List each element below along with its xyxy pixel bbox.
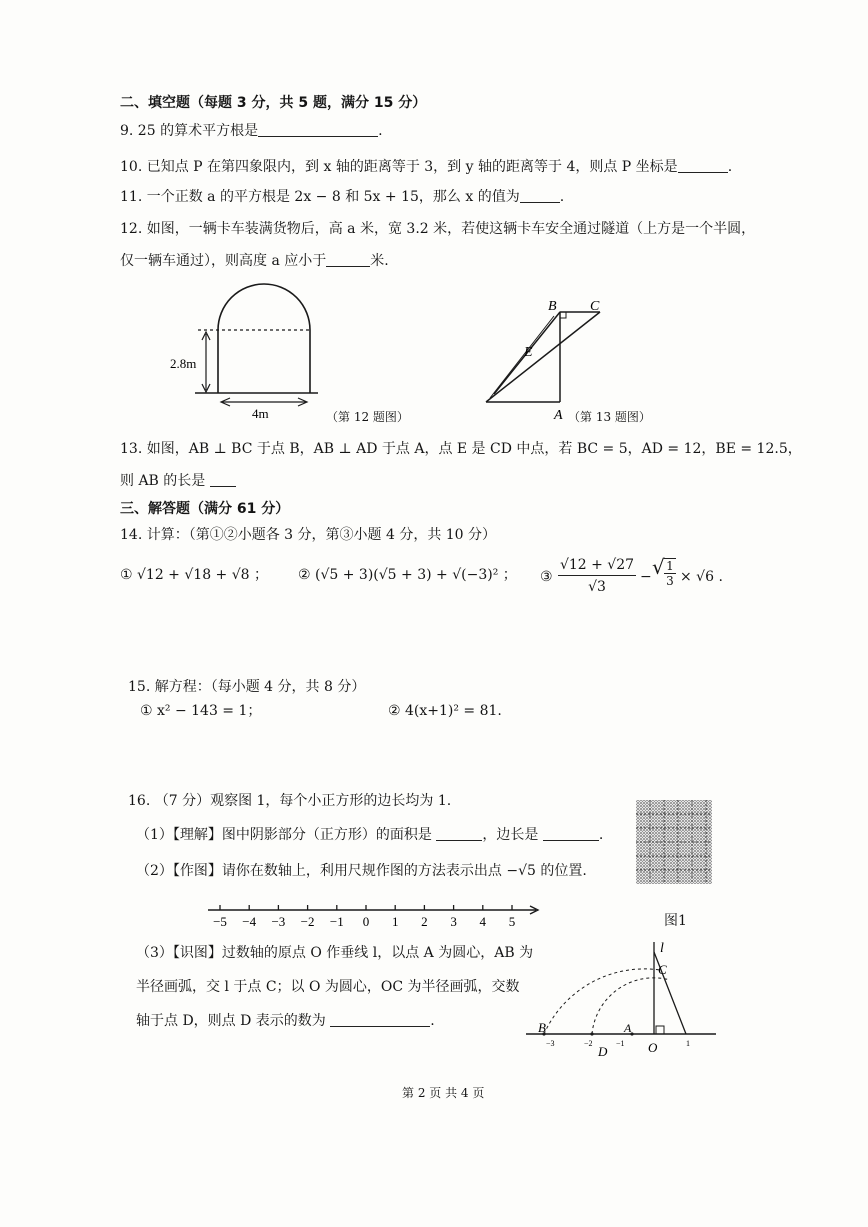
number-line-tick-label: 5 — [508, 914, 516, 929]
q11-text: 11. 一个正数 a 的平方根是 2x − 8 和 5x + 15，那么 x 的值为 — [120, 189, 520, 205]
q16-d-answer-blank[interactable] — [330, 1026, 430, 1027]
fig3-label-A: A — [624, 1021, 632, 1035]
q13-line1: 13. 如图，AB ⊥ BC 于点 B，AB ⊥ AD 于点 A，点 E 是 CD 中点，若 BC = 5，AD = 12，BE = 12.5， — [120, 441, 802, 457]
number-line-tick-label: 0 — [362, 914, 370, 929]
q16-1-text-b: ，边长是 — [482, 827, 539, 843]
q14-3-minus: − — [640, 569, 652, 585]
fig12-height-label: 2.8m — [170, 356, 197, 371]
q14-3-prefix: ③ — [540, 569, 553, 585]
fig3-tick-neg3: −3 — [546, 1039, 555, 1048]
q14-3-small-fraction — [664, 558, 676, 588]
number-line-tick-label: −5 — [213, 914, 227, 929]
fig3-label-l: l — [660, 941, 664, 956]
fig13-label-B: B — [548, 299, 557, 314]
q16-3-end: . — [430, 1013, 435, 1029]
fig3-label-B: B — [538, 1020, 546, 1035]
number-line-tick-label: −2 — [300, 914, 315, 929]
fig3-label-O: O — [648, 1040, 658, 1055]
q12-line1: 12. 如图，一辆卡车装满货物后，高 a 米，宽 3.2 米，若使这辆卡车安全通过隧道（上方是一个半圆， — [120, 221, 756, 237]
q14-3-small-num: 1 — [664, 559, 676, 574]
q14-3-fraction — [558, 556, 636, 596]
q16-3-text: 轴于点 D，则点 D 表示的数为 — [136, 1013, 326, 1029]
fig3-tick-neg1: −1 — [616, 1039, 625, 1048]
q11-end: . — [559, 189, 565, 205]
q9-answer-blank[interactable] — [258, 136, 378, 137]
question-11 — [120, 188, 564, 206]
number-line-tick-label: 1 — [391, 914, 399, 929]
q15-part2: ② 4(x+1)² = 81. — [388, 703, 502, 719]
q14-part2: ② (√5 + 3)(√5 + 3) + √(−3)² ； — [298, 567, 517, 583]
fig1-caption: 图1 — [664, 913, 687, 929]
fig12-caption: （第 12 题图） — [326, 410, 409, 424]
fig13-label-A: A — [554, 408, 563, 423]
page-footer: 第 2 页 共 4 页 — [402, 1086, 485, 1100]
section3-heading: 三、解答题（满分 61 分） — [120, 501, 290, 517]
q12-line2 — [120, 252, 389, 270]
q16-3-line1: （3）【识图】过数轴的原点 O 作垂线 l，以点 A 为圆心，AB 为 — [136, 945, 534, 961]
q13-text: 则 AB 的长是 — [120, 473, 206, 489]
q16-part1 — [136, 826, 603, 844]
q14-3-radical: √ — [652, 555, 665, 579]
question-16: 16. （7 分）观察图 1，每个小正方形的边长均为 1. — [128, 793, 452, 809]
figure-12-tunnel — [160, 280, 360, 420]
fig3-tick-neg2: −2 — [584, 1039, 593, 1048]
q16-3-line3 — [136, 1012, 435, 1030]
fig13-caption: （第 13 题图） — [568, 410, 651, 424]
q12-text: 仅一辆车通过），则高度 a 应小于 — [120, 253, 327, 269]
number-line[interactable] — [200, 898, 548, 932]
q10-answer-blank[interactable] — [678, 172, 728, 173]
question-14: 14. 计算：（第①②小题各 3 分，第③小题 4 分，共 10 分） — [120, 527, 497, 543]
fig13-label-C: C — [590, 299, 600, 314]
section2-heading: 二、填空题（每题 3 分，共 5 题，满分 15 分） — [120, 95, 427, 111]
q16-1-text-a: （1）【理解】图中阴影部分（正方形）的面积是 — [136, 827, 432, 843]
q16-side-blank[interactable] — [543, 840, 599, 841]
q13-answer-blank[interactable] — [210, 486, 236, 487]
number-line-tick-label: 2 — [421, 914, 428, 929]
number-line-tick-label: −1 — [329, 914, 344, 929]
question-9 — [120, 122, 383, 140]
fig13-label-E: E — [524, 345, 533, 360]
q11-answer-blank[interactable] — [520, 202, 560, 203]
q10-text: 10. 已知点 P 在第四象限内，到 x 轴的距离等于 3，到 y 轴的距离等于 4，则点 P 坐标是 — [120, 159, 678, 175]
q10-end: . — [727, 159, 733, 175]
q14-part1: ① √12 + √18 + √8 ； — [120, 567, 269, 583]
number-line-tick-label: −4 — [242, 914, 257, 929]
fig3-tick-1: 1 — [686, 1039, 690, 1048]
q12-answer-blank[interactable] — [326, 266, 370, 267]
q16-3-line2: 半径画弧，交 l 于点 C；以 O 为圆心，OC 为半径画弧，交数 — [136, 979, 520, 995]
fig3-label-D: D — [598, 1044, 608, 1059]
fig12-width-label: 4m — [252, 406, 269, 420]
number-line-tick-label: 3 — [450, 914, 457, 929]
q16-part2: （2）【作图】请你在数轴上，利用尺规作图的方法表示出点 −√5 的位置. — [136, 863, 587, 879]
q14-3-denominator: √3 — [588, 579, 606, 595]
q9-end: . — [378, 123, 383, 139]
q12-end: 米. — [370, 253, 389, 269]
q14-3-small-den: 3 — [666, 574, 674, 588]
q13-line2 — [120, 472, 236, 490]
q15-part1: ① x² − 143 = 1； — [140, 703, 262, 719]
number-line-tick-label: −3 — [271, 914, 286, 929]
question-10 — [120, 158, 732, 176]
q14-3-end: × √6 . — [680, 569, 723, 585]
q16-1-end: . — [598, 827, 604, 843]
q14-3-numerator: √12 + √27 — [558, 556, 636, 576]
q16-area-blank[interactable] — [436, 840, 482, 841]
number-line-tick-label: 4 — [479, 914, 487, 929]
q9-text: 9. 25 的算术平方根是 — [120, 123, 259, 139]
figure-16-3 — [520, 936, 720, 1060]
figure-13 — [478, 294, 628, 424]
fig3-label-C: C — [658, 962, 667, 977]
figure-1-grid — [634, 796, 716, 888]
question-15: 15. 解方程：（每小题 4 分，共 8 分） — [128, 679, 366, 695]
